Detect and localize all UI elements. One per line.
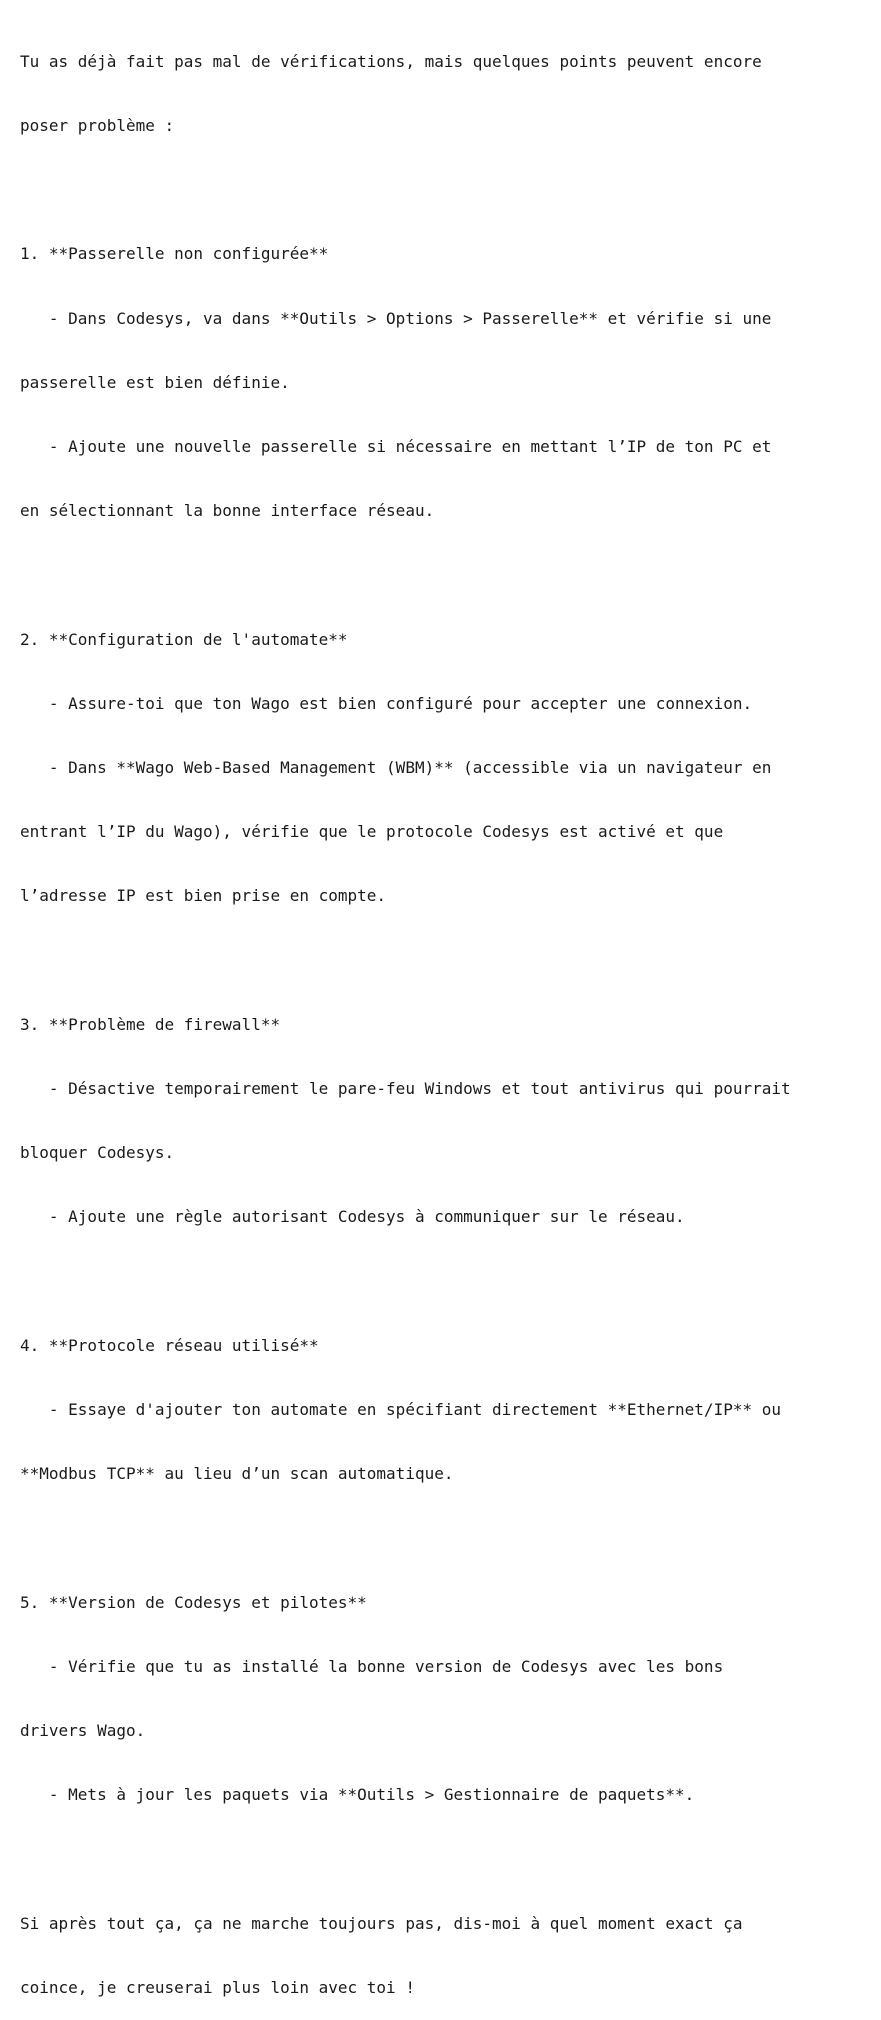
text-line: l’adresse IP est bien prise en compte. (20, 886, 387, 906)
blank-line (20, 1527, 870, 1548)
text-line: bloquer Codesys. (20, 1143, 175, 1163)
text-line: - Dans **Wago Web-Based Management (WBM)** (accessible via un navigateur en (20, 758, 772, 778)
text-line: - Ajoute une nouvelle passerelle si nécessaire en mettant l’IP de ton PC et (20, 437, 772, 457)
blank-line (20, 950, 870, 971)
blank-line (20, 564, 870, 585)
section-heading: 5. **Version de Codesys et pilotes** (20, 1592, 367, 1612)
text-line: - Mets à jour les paquets via **Outils > Gestionnaire de paquets**. (20, 1785, 695, 1805)
text-line: - Vérifie que tu as installé la bonne version de Codesys avec les bons (20, 1656, 724, 1676)
text-line: poser problème : (20, 116, 175, 136)
text-line: drivers Wago. (20, 1721, 146, 1741)
text-line: passerelle est bien définie. (20, 372, 290, 392)
text-line: - Désactive temporairement le pare-feu Windows et tout antivirus qui pourrait (20, 1079, 791, 1099)
text-line: - Ajoute une règle autorisant Codesys à communiquer sur le réseau. (20, 1207, 685, 1227)
text-line: - Dans Codesys, va dans **Outils > Options > Passerelle** et vérifie si une (20, 308, 772, 328)
text-line: - Essaye d'ajouter ton automate en spécifiant directement **Ethernet/IP** ou (20, 1400, 781, 1420)
closing-line: Si après tout ça, ça ne marche toujours pas, dis-moi à quel moment exact ça (20, 1913, 743, 1933)
closing-line: coince, je creuserai plus loin avec toi ! (20, 1977, 415, 1997)
text-line: - Assure-toi que ton Wago est bien configuré pour accepter une connexion. (20, 693, 753, 713)
section-heading: 4. **Protocole réseau utilisé** (20, 1335, 319, 1355)
section-heading: 1. **Passerelle non configurée** (20, 244, 329, 264)
blank-line (20, 1271, 870, 1292)
text-line: Tu as déjà fait pas mal de vérifications, mais quelques points peuvent encore (20, 51, 762, 71)
section-heading: 2. **Configuration de l'automate** (20, 629, 348, 649)
section-heading: 3. **Problème de firewall** (20, 1014, 281, 1034)
text-line: en sélectionnant la bonne interface réseau. (20, 501, 435, 521)
blank-line (20, 1849, 870, 1870)
text-line: **Modbus TCP** au lieu d’un scan automatique. (20, 1464, 454, 1484)
blank-line (20, 179, 870, 200)
document-text (20, 8, 870, 2020)
text-line: entrant l’IP du Wago), vérifie que le protocole Codesys est activé et que (20, 822, 724, 842)
